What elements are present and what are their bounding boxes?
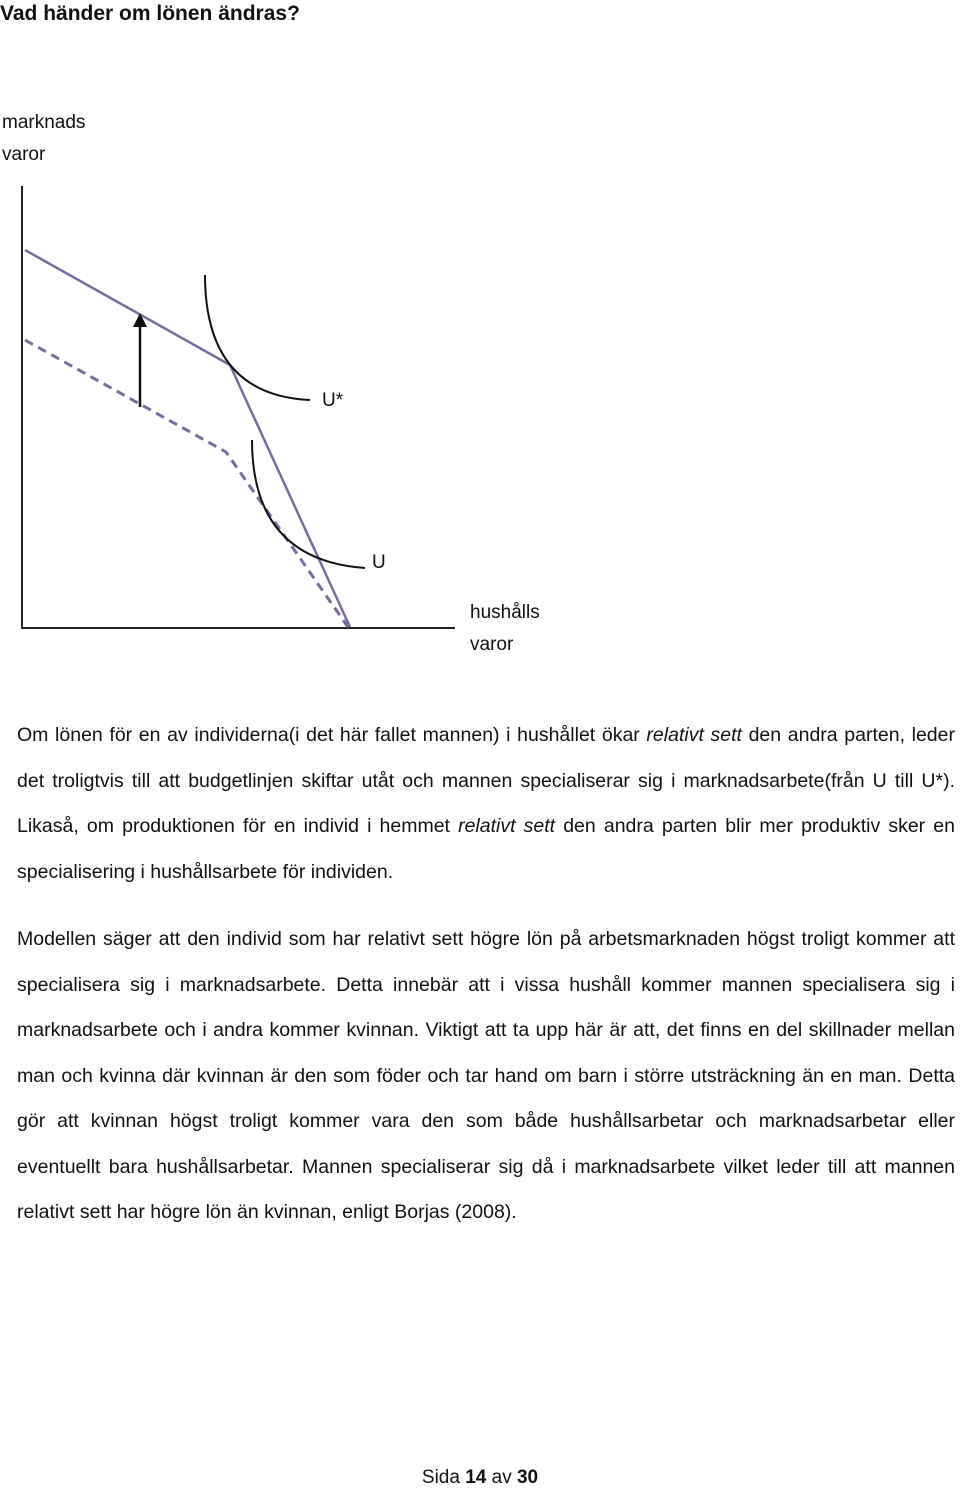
- paragraph-model: Modellen säger att den individ som har relativt sett högre lön på arbetsmarknaden högst troligt kommer att specialisera sig i marknadsarbete. Detta innebär att i vissa hushåll kommer mannen specialisera sig i marknadsarbete och i andra kommer kvinnan. Viktigt att ta upp här är att, det finns en del skillnader mellan man och kvinna där kvinnan är den som föder och tar hand om barn i större utsträckning än en man. Detta gör att kvinnan högst troligt kommer vara den som både hushållsarbetar och marknadsarbetar eller eventuellt bara hushållsarbetar. Mannen specialiserar sig då i marknadsarbete vilket leder till att mannen relativt sett har högre lön än kvinnan, enligt Borjas (2008).: [17, 928, 955, 1223]
- shift-arrow-head: [133, 313, 147, 327]
- new-budget-line: [25, 250, 350, 627]
- indifference-curve-u: [252, 440, 365, 568]
- page-footer: Sida 14 av 30: [421, 1467, 539, 1488]
- indifference-curve-u-star: [205, 275, 310, 400]
- budget-line-diagram: [0, 95, 960, 675]
- page-heading: Vad händer om lönen ändras?: [0, 2, 300, 25]
- curve-label-u: U: [372, 552, 386, 573]
- diagram-graphics: [0, 95, 960, 675]
- curve-label-u-star: U*: [322, 390, 344, 411]
- x-axis-label: hushålls varor: [470, 602, 540, 655]
- original-budget-line: [25, 340, 348, 627]
- paragraph-specialization: Om lönen för en av individerna(i det här fallet mannen) i hushållet ökar relativt sett den andra parten, leder det troligtvis till att budgetlinjen skiftar utåt och mannen specialiserar sig i marknadsarbete(från U till U*). Likaså, om produktionen för en individ i hemmet relativt sett den andra parten blir mer produktiv sker en specialisering i hushållsarbete för individen.: [17, 724, 955, 883]
- y-axis-label: marknads varor: [2, 112, 86, 165]
